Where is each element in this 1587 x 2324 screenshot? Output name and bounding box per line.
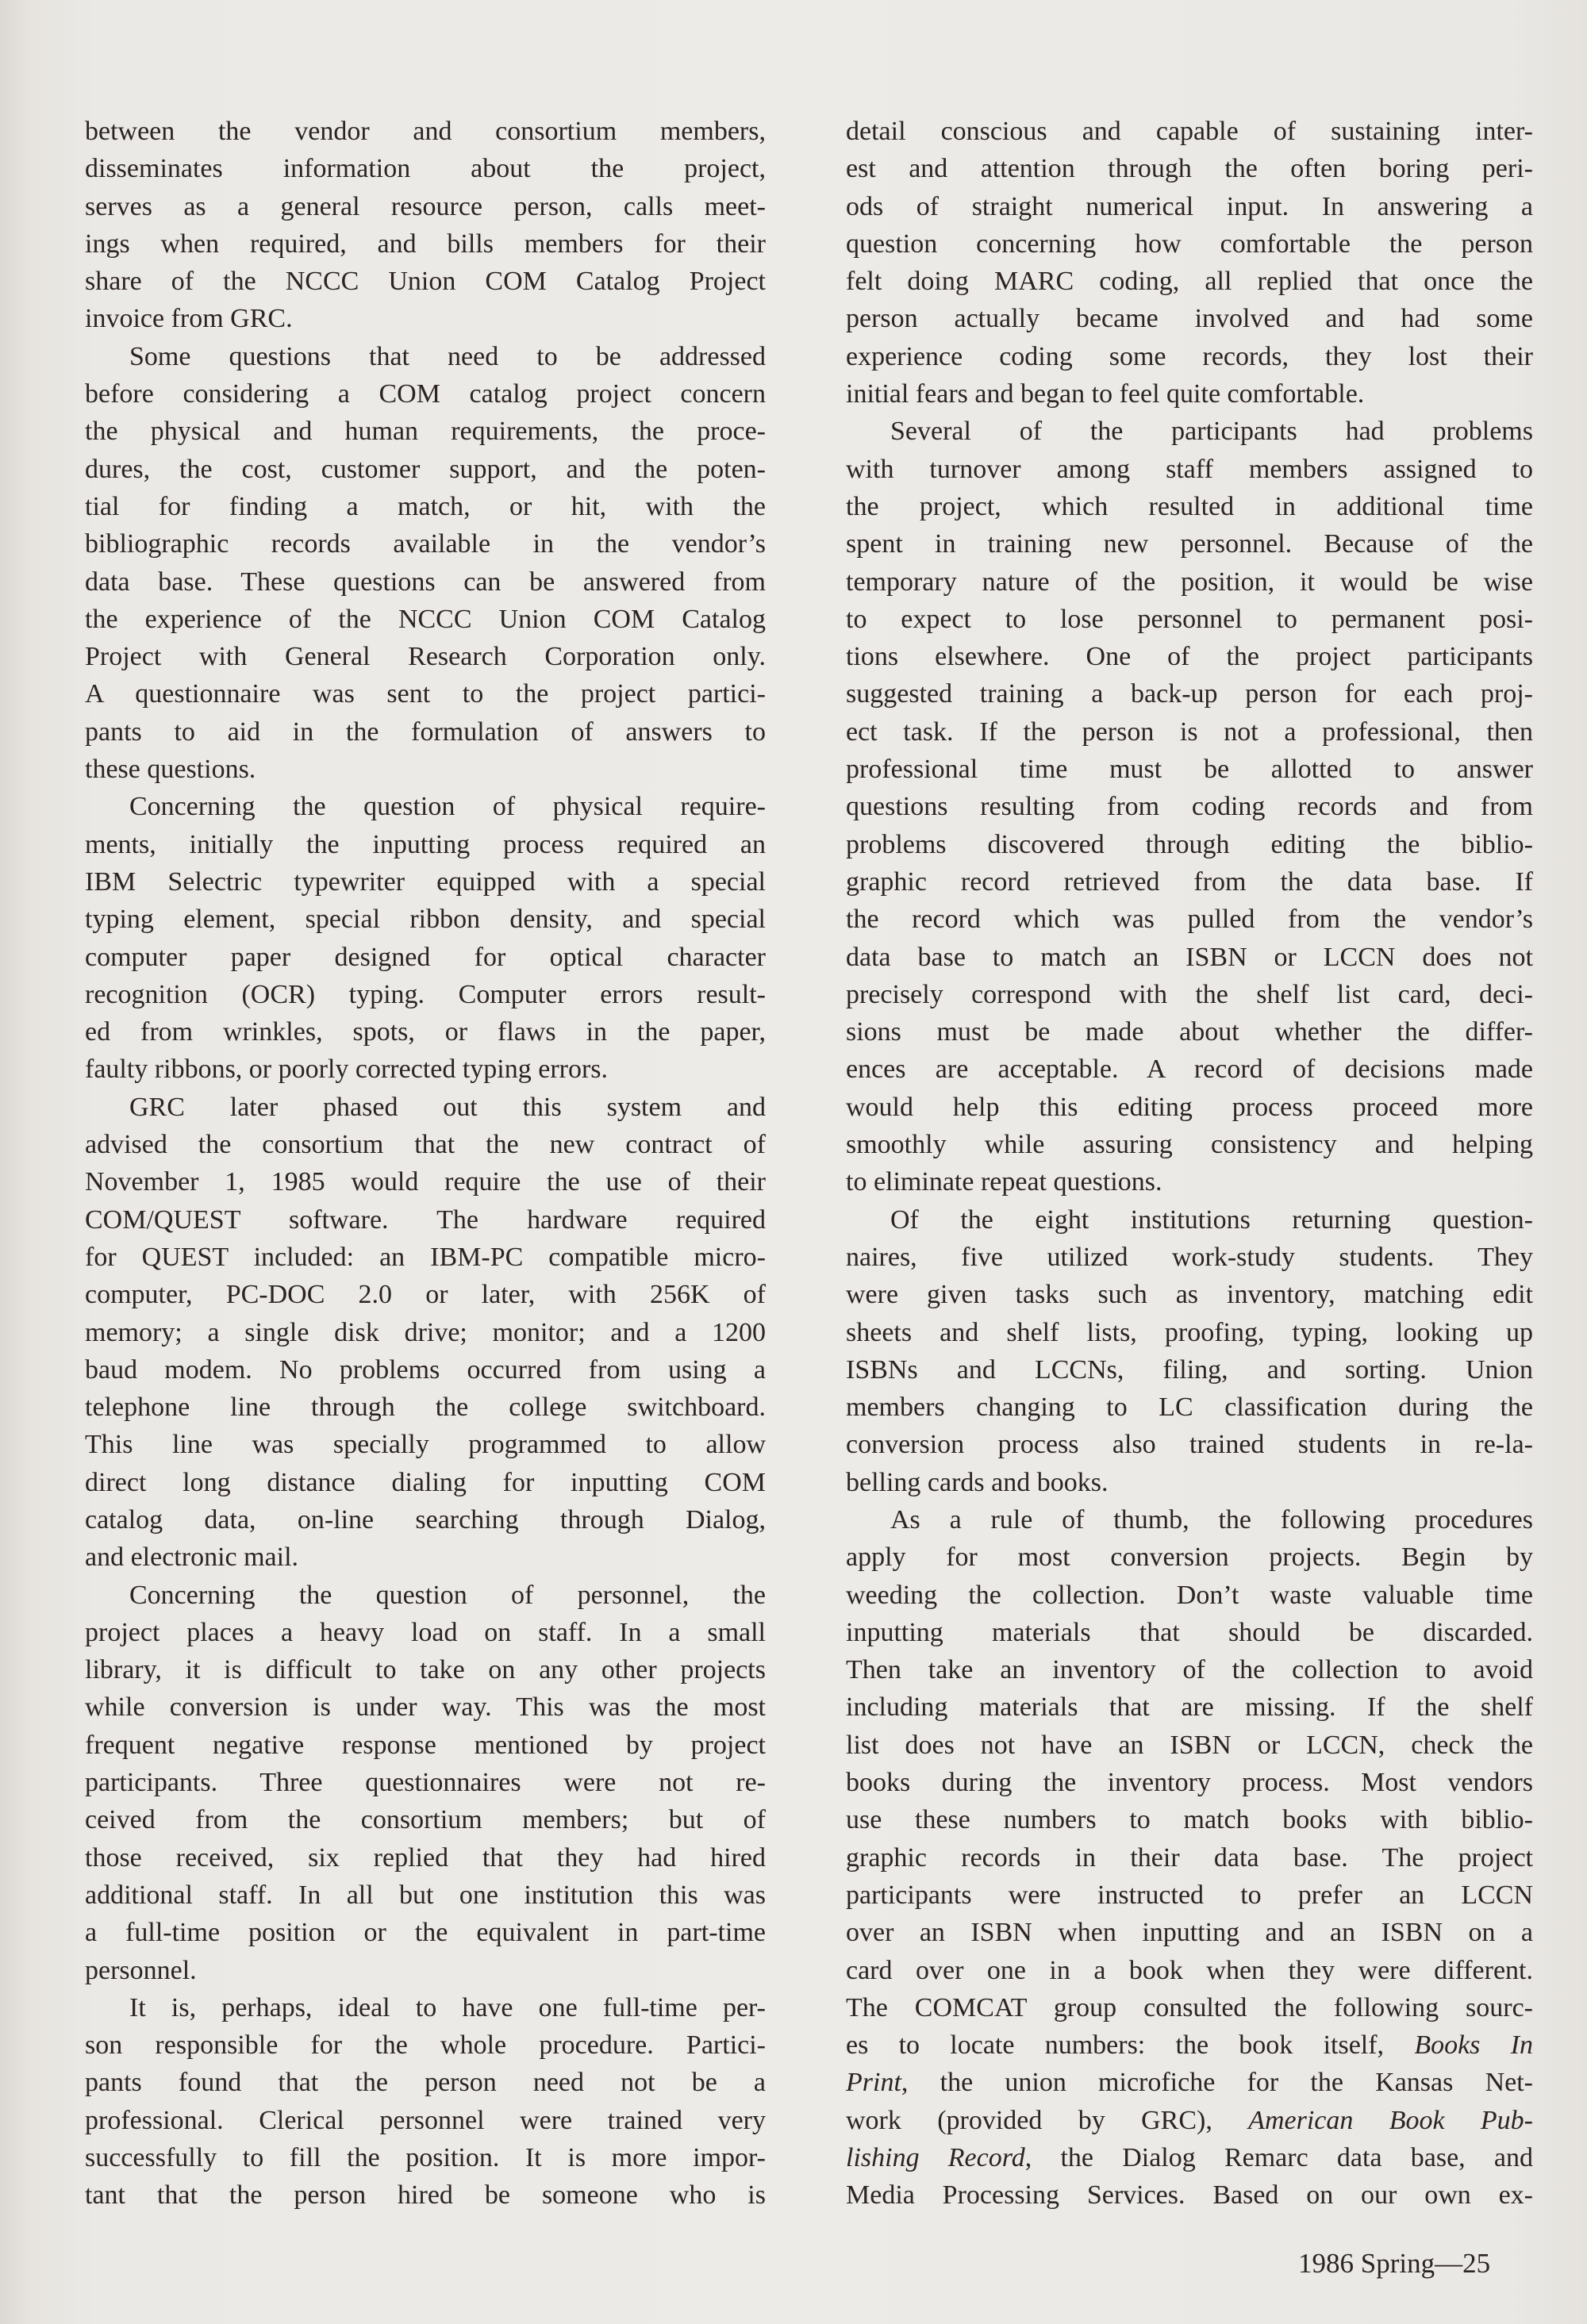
text-line: recognition (OCR) typing. Computer errors result- xyxy=(85,979,766,1009)
text-line: lishing Record, the Dialog Remarc data base, and xyxy=(846,2143,1533,2173)
text-line: Concerning the question of personnel, the xyxy=(129,1580,766,1610)
text-line: project places a heavy load on staff. In a small xyxy=(85,1617,766,1647)
paragraph xyxy=(85,113,766,338)
text-line: those received, six replied that they had hired xyxy=(85,1842,766,1873)
text-line: professional time must be allotted to answer xyxy=(846,755,1533,785)
text-line: computer, PC-DOC 2.0 or later, with 256K of xyxy=(85,1280,766,1310)
text-line: to expect to lose personnel to permanent posi- xyxy=(846,604,1533,634)
paragraph xyxy=(85,1577,766,1989)
text-line: tant that the person hired be someone who is xyxy=(85,2180,766,2211)
text-line: A questionnaire was sent to the project partici- xyxy=(85,679,766,709)
text-line: inputting materials that should be discarded. xyxy=(846,1617,1533,1647)
text-line: participants were instructed to prefer an LCCN xyxy=(846,1880,1533,1910)
text-line: GRC later phased out this system and xyxy=(129,1092,766,1122)
text-line: This line was specially programmed to allow xyxy=(85,1430,766,1460)
text-line: ect task. If the person is not a professional, then xyxy=(846,716,1533,747)
text-line: telephone line through the college switchboard. xyxy=(85,1392,766,1423)
text-line: share of the NCCC Union COM Catalog Project xyxy=(85,267,766,297)
text-line: were given tasks such as inventory, matching edit xyxy=(846,1280,1533,1310)
text-line: a full-time position or the equivalent in part-time xyxy=(85,1918,766,1948)
paragraph xyxy=(85,1989,766,2215)
text-line: es to locate numbers: the book itself, Books In xyxy=(846,2030,1533,2061)
text-line: pants to aid in the formulation of answers to xyxy=(85,716,766,747)
text-line: Some questions that need to be addressed xyxy=(129,341,766,371)
text-line: these questions. xyxy=(85,755,256,785)
text-line: ceived from the consortium members; but of xyxy=(85,1805,766,1835)
page-footer: 1986 Spring—25 xyxy=(1298,2248,1491,2279)
text-line: ods of straight numerical input. In answering a xyxy=(846,191,1533,221)
text-line: The COMCAT group consulted the following sourc- xyxy=(846,1992,1533,2022)
text-line: advised the consortium that the new contract of xyxy=(85,1130,766,1160)
text-line: ences are acceptable. A record of decisions made xyxy=(846,1054,1533,1085)
text-line: Project with General Research Corporation only. xyxy=(85,642,766,672)
text-line: conversion process also trained students in re-la- xyxy=(846,1430,1533,1460)
text-line: tions elsewhere. One of the project participants xyxy=(846,642,1533,672)
text-line: precisely correspond with the shelf list card, deci- xyxy=(846,979,1533,1009)
text-line: the experience of the NCCC Union COM Catalog xyxy=(85,604,766,634)
text-line: and electronic mail. xyxy=(85,1542,299,1573)
text-line: Media Processing Services. Based on our own ex- xyxy=(846,2180,1533,2211)
text-line: question concerning how comfortable the person xyxy=(846,229,1533,259)
text-line: Of the eight institutions returning question- xyxy=(890,1204,1533,1235)
text-line: disseminates information about the project, xyxy=(85,154,766,184)
text-line: pants found that the person need not be a xyxy=(85,2068,766,2098)
text-line: baud modem. No problems occurred from using a xyxy=(85,1354,766,1385)
text-line: the project, which resulted in additional time xyxy=(846,491,1533,521)
text-line: bibliographic records available in the vendor’s xyxy=(85,529,766,559)
text-line: professional. Clerical personnel were trained very xyxy=(85,2105,766,2135)
text-line: invoice from GRC. xyxy=(85,304,293,334)
paragraph xyxy=(85,788,766,1088)
text-line: use these numbers to match books with biblio- xyxy=(846,1805,1533,1835)
text-line: dures, the cost, customer support, and the poten- xyxy=(85,454,766,484)
paragraph xyxy=(846,113,1533,413)
text-line: belling cards and books. xyxy=(846,1467,1109,1497)
text-line: smoothly while assuring consistency and helping xyxy=(846,1130,1533,1160)
text-line: before considering a COM catalog project concern xyxy=(85,379,766,409)
text-line: son responsible for the whole procedure. Partici- xyxy=(85,2030,766,2061)
text-line: graphic record retrieved from the data base. If xyxy=(846,866,1533,897)
text-line: suggested training a back-up person for each proj- xyxy=(846,679,1533,709)
text-line: problems discovered through editing the biblio- xyxy=(846,829,1533,859)
text-line: November 1, 1985 would require the use of their xyxy=(85,1167,766,1197)
text-line: successfully to fill the position. It is more impor- xyxy=(85,2143,766,2173)
text-line: IBM Selectric typewriter equipped with a special xyxy=(85,866,766,897)
text-line: members changing to LC classification during the xyxy=(846,1392,1533,1423)
left-column xyxy=(85,113,766,2215)
text-line: detail conscious and capable of sustaining inter- xyxy=(846,117,1533,146)
text-line: for QUEST included: an IBM-PC compatible micro- xyxy=(85,1242,766,1272)
text-line: catalog data, on-line searching through Dialog, xyxy=(85,1504,766,1535)
text-line: apply for most conversion projects. Begin by xyxy=(846,1542,1533,1573)
text-line: sheets and shelf lists, proofing, typing, looking up xyxy=(846,1317,1533,1347)
text-line: felt doing MARC coding, all replied that once the xyxy=(846,267,1533,297)
text-line: ings when required, and bills members for their xyxy=(85,229,766,259)
text-line: data base to match an ISBN or LCCN does not xyxy=(846,942,1533,972)
text-line: ments, initially the inputting process required an xyxy=(85,829,766,859)
text-line: Then take an inventory of the collection to avoid xyxy=(846,1655,1533,1685)
text-line: experience coding some records, they lost their xyxy=(846,341,1533,371)
text-line: participants. Three questionnaires were not re- xyxy=(85,1768,766,1798)
paragraph xyxy=(846,1501,1533,2215)
text-line: It is, perhaps, ideal to have one full-time per- xyxy=(129,1992,766,2022)
text-line: est and attention through the often boring peri- xyxy=(846,154,1533,184)
text-line: library, it is difficult to take on any other projects xyxy=(85,1655,766,1685)
text-line: the record which was pulled from the vendor’s xyxy=(846,905,1533,935)
text-line: over an ISBN when inputting and an ISBN on a xyxy=(846,1918,1533,1948)
text-line: list does not have an ISBN or LCCN, check the xyxy=(846,1730,1533,1760)
text-line: person actually became involved and had some xyxy=(846,304,1533,334)
paragraph xyxy=(85,338,766,789)
text-line: memory; a single disk drive; monitor; and a 1200 xyxy=(85,1317,766,1347)
text-line: books during the inventory process. Most vendors xyxy=(846,1768,1533,1798)
text-line: naires, five utilized work-study students. They xyxy=(846,1242,1533,1272)
text-line: sions must be made about whether the differ- xyxy=(846,1017,1533,1047)
paragraph xyxy=(85,1089,766,1577)
text-line: temporary nature of the position, it would be wise xyxy=(846,567,1533,597)
text-line: tial for finding a match, or hit, with the xyxy=(85,491,766,521)
text-line: Several of the participants had problems xyxy=(890,417,1533,447)
text-line: weeding the collection. Don’t waste valuable time xyxy=(846,1580,1533,1610)
text-line: graphic records in their data base. The project xyxy=(846,1842,1533,1873)
text-line: with turnover among staff members assigned to xyxy=(846,454,1533,484)
text-line: typing element, special ribbon density, and special xyxy=(85,905,766,935)
text-line: COM/QUEST software. The hardware required xyxy=(85,1204,766,1235)
text-line: Concerning the question of physical require- xyxy=(129,792,766,822)
text-line: to eliminate repeat questions. xyxy=(846,1167,1162,1197)
text-line: spent in training new personnel. Because of the xyxy=(846,529,1533,559)
text-line: card over one in a book when they were different. xyxy=(846,1955,1533,1985)
text-line: data base. These questions can be answered from xyxy=(85,567,766,597)
text-line: personnel. xyxy=(85,1955,197,1985)
text-line: ed from wrinkles, spots, or flaws in the paper, xyxy=(85,1017,766,1047)
right-column xyxy=(846,113,1533,2215)
text-line: would help this editing process proceed more xyxy=(846,1092,1533,1122)
text-line: while conversion is under way. This was the most xyxy=(85,1692,766,1723)
text-line: questions resulting from coding records and from xyxy=(846,792,1533,822)
text-line: frequent negative response mentioned by project xyxy=(85,1730,766,1760)
text-line: work (provided by GRC), American Book Pub- xyxy=(846,2105,1533,2135)
text-line: the physical and human requirements, the proce- xyxy=(85,417,766,447)
text-line: between the vendor and consortium members, xyxy=(85,117,766,146)
text-line: Print, the union microfiche for the Kansas Net- xyxy=(846,2068,1533,2098)
text-line: direct long distance dialing for inputting COM xyxy=(85,1467,766,1497)
text-line: faulty ribbons, or poorly corrected typing errors. xyxy=(85,1054,609,1085)
text-line: computer paper designed for optical character xyxy=(85,942,766,972)
text-line: additional staff. In all but one institution this was xyxy=(85,1880,766,1910)
paragraph xyxy=(846,1201,1533,1501)
paragraph xyxy=(846,413,1533,1200)
text-line: including materials that are missing. If the shelf xyxy=(846,1692,1533,1723)
text-line: initial fears and began to feel quite comfortable. xyxy=(846,379,1365,409)
text-line: ISBNs and LCCNs, filing, and sorting. Union xyxy=(846,1354,1533,1385)
text-line: As a rule of thumb, the following procedures xyxy=(890,1504,1533,1535)
text-line: serves as a general resource person, calls meet- xyxy=(85,191,766,221)
